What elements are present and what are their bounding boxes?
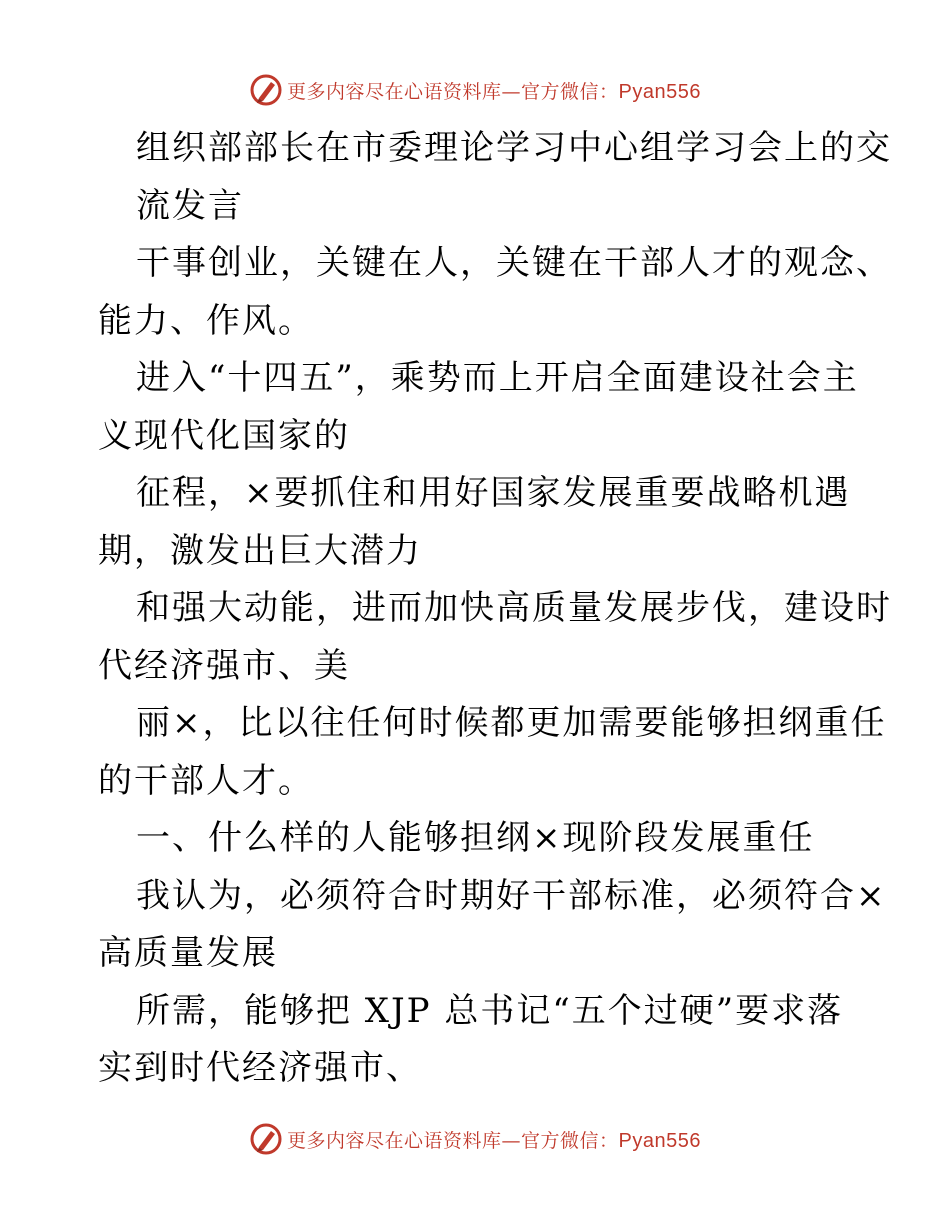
text-line: 义现代化国家的 (98, 415, 350, 456)
text-line: 和强大动能，进而加快高质量发展步伐，建设时 (136, 588, 892, 628)
text-line: 流发言 (136, 185, 244, 226)
text-line: 期，激发出巨大潜力 (98, 530, 422, 571)
text-line: 能力、作风。 (98, 300, 314, 341)
watermark-text: 更多内容尽在心语资料库—官方微信：Pyan556 (287, 80, 701, 103)
text-line: 一、什么样的人能够担纲×现阶段发展重任 (136, 818, 815, 858)
text-line: 干事创业，关键在人，关键在干部人才的观念、 (136, 243, 892, 283)
pen-logo-icon (249, 1122, 283, 1156)
text-line: 组织部部长在市委理论学习中心组学习会上的交 (136, 128, 892, 168)
text-line: 丽×，比以往任何时候都更加需要能够担纲重任 (136, 703, 887, 743)
document-body (98, 120, 892, 1098)
text-line: 进入“十四五”，乘势而上开启全面建设社会主 (136, 358, 859, 398)
text-line: 高质量发展 (98, 933, 278, 973)
text-line: 代经济强市、美 (98, 645, 350, 686)
pen-logo-icon (249, 73, 283, 107)
watermark-footer (0, 1119, 950, 1159)
text-line: 所需，能够把 XJP 总书记“五个过硬”要求落 (136, 990, 844, 1031)
watermark-header (0, 70, 950, 110)
watermark-text: 更多内容尽在心语资料库—官方微信：Pyan556 (287, 1129, 701, 1152)
text-line: 我认为，必须符合时期好干部标准，必须符合× (136, 875, 887, 916)
text-line: 实到时代经济强市、 (98, 1048, 422, 1088)
text-line: 征程，×要抓住和用好国家发展重要战略机遇 (136, 473, 851, 513)
text-line: 的干部人才。 (98, 760, 314, 801)
